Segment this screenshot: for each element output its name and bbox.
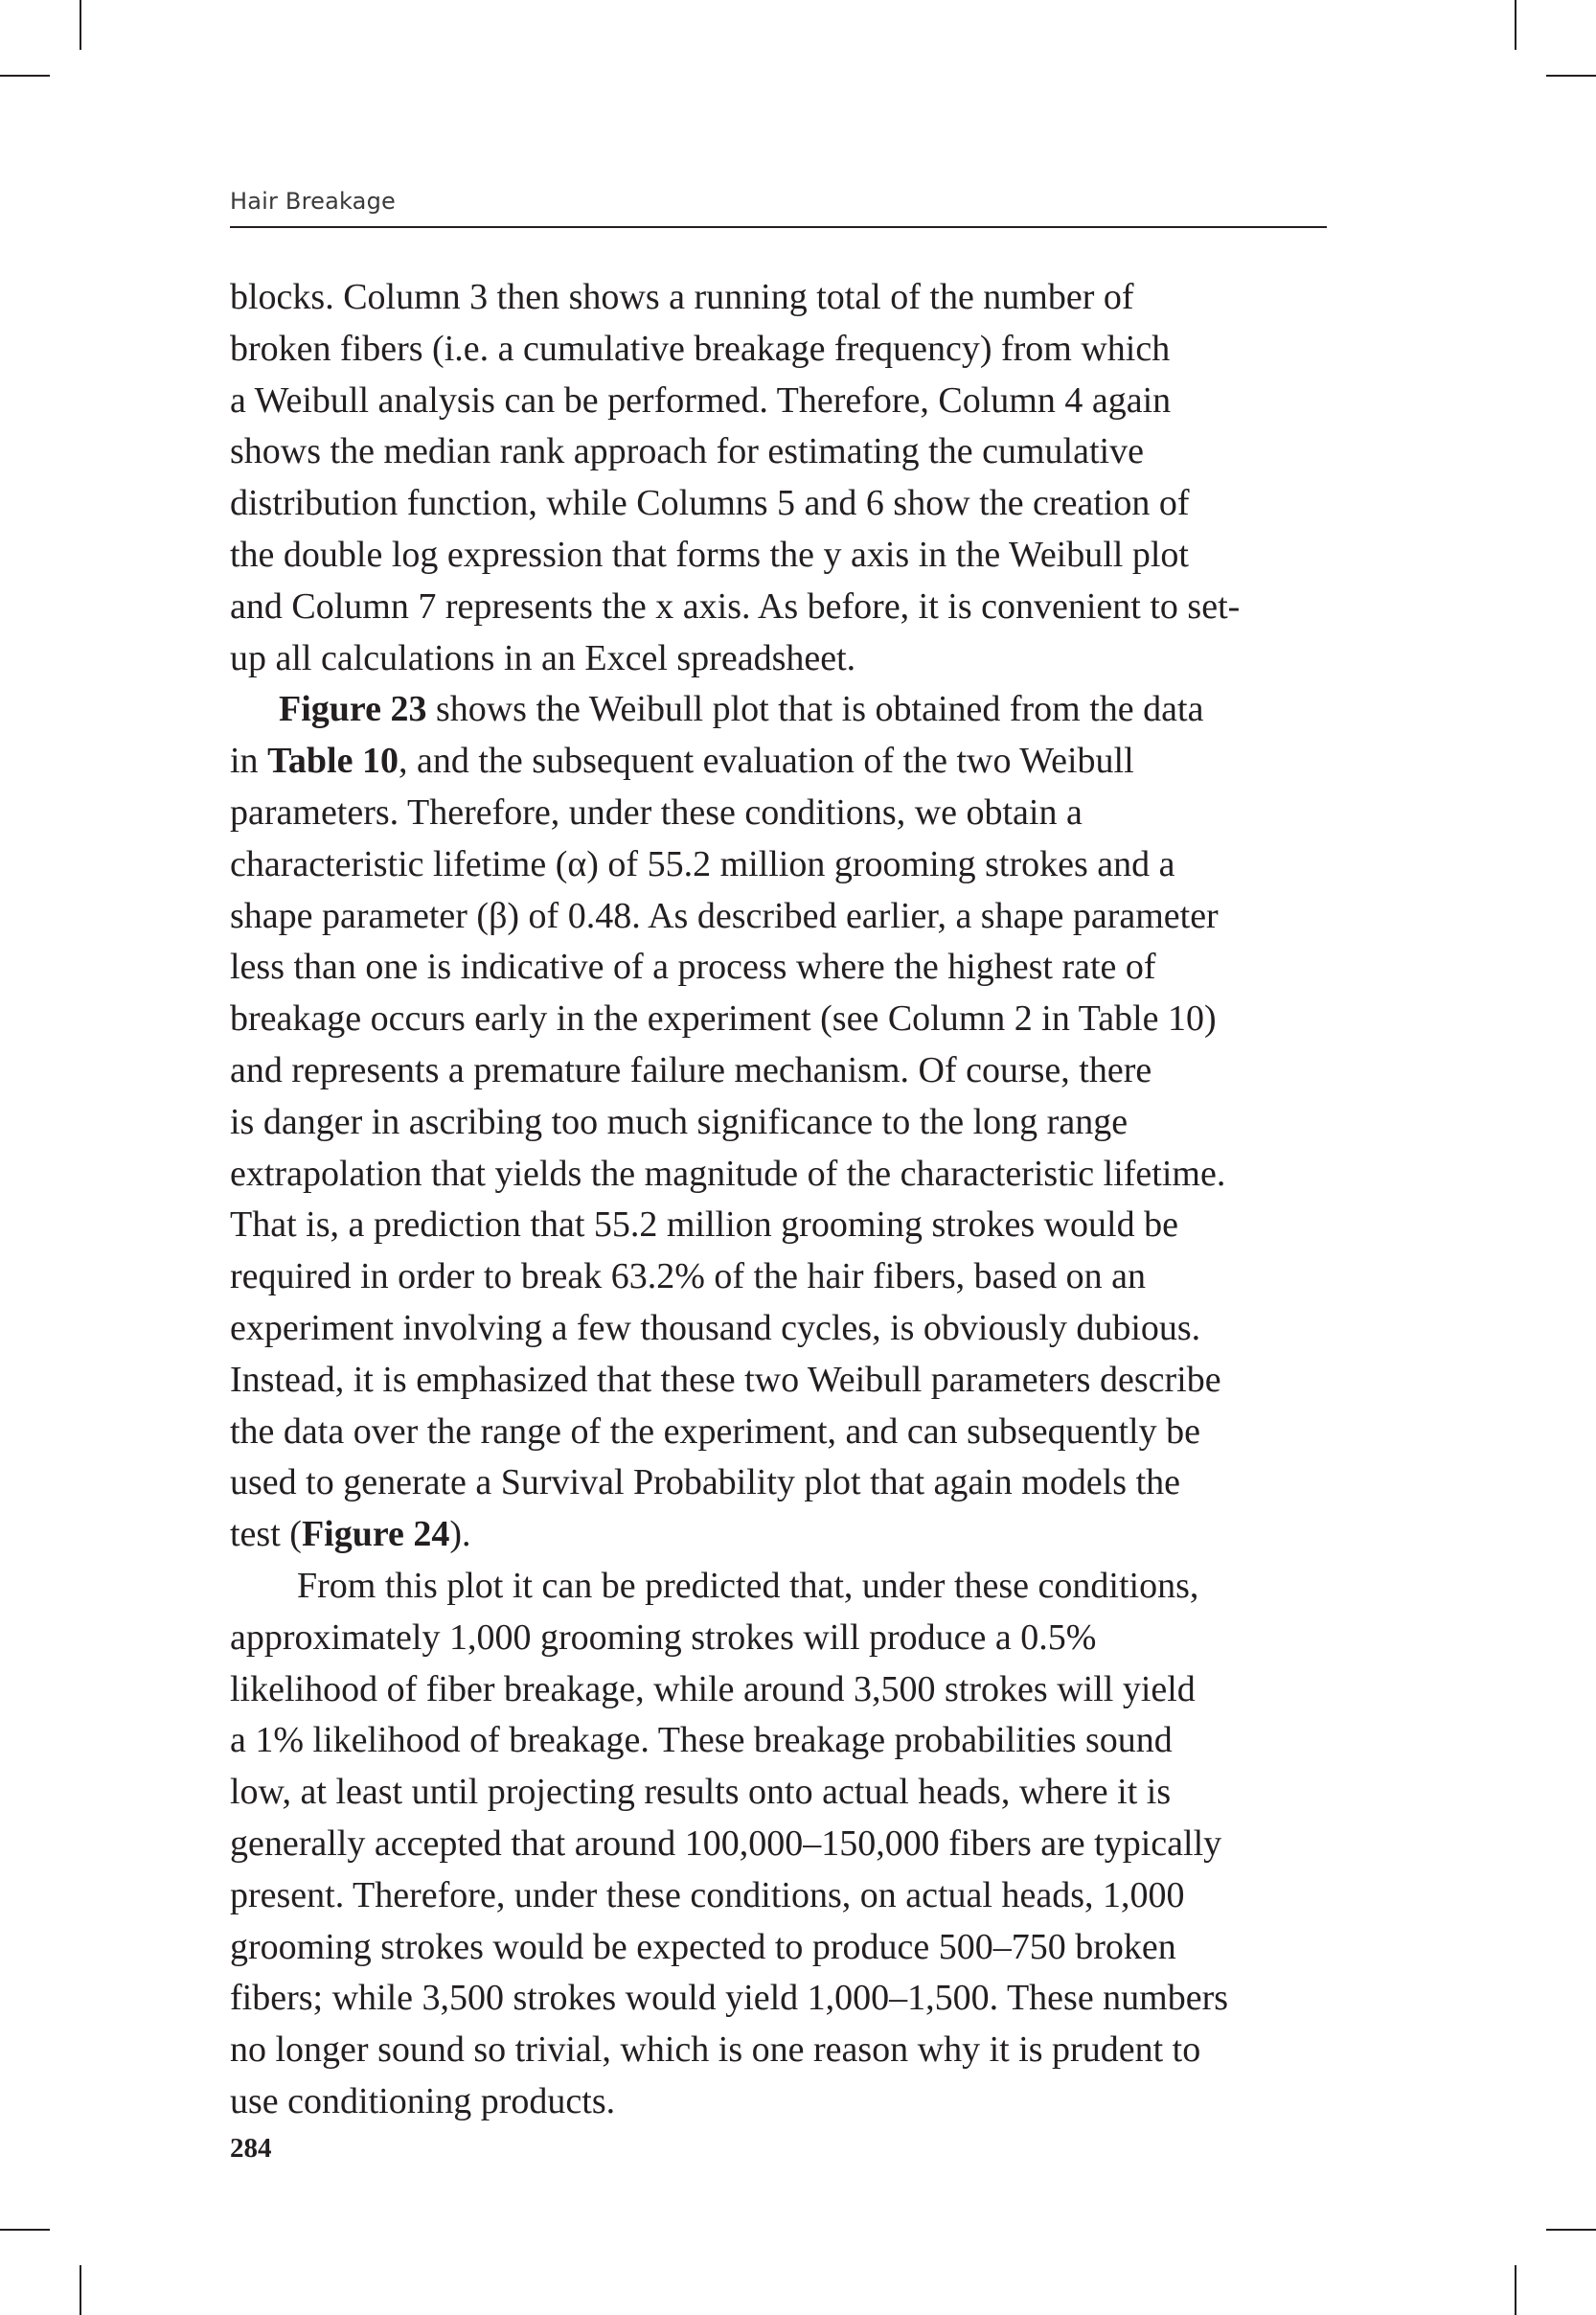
text-line: less than one is indicative of a process where the highest rate of bbox=[230, 947, 1156, 988]
text-line: breakage occurs early in the experiment (see Column 2 in Table 10) bbox=[230, 998, 1217, 1040]
text-line: blocks. Column 3 then shows a running total of the number of bbox=[230, 277, 1134, 317]
text-line: That is, a prediction that 55.2 million grooming strokes would be bbox=[230, 1204, 1178, 1246]
text-line: the double log expression that forms the y axis in the Weibull plot bbox=[230, 534, 1189, 575]
text-line: grooming strokes would be expected to produce 500–750 broken bbox=[230, 1926, 1176, 1967]
text-line: approximately 1,000 grooming strokes will produce a 0.5% bbox=[230, 1616, 1097, 1658]
text-line: Instead, it is emphasized that these two Weibull parameters describe bbox=[230, 1359, 1221, 1400]
paragraph-1 bbox=[230, 272, 1327, 684]
text-run: test ( bbox=[230, 1514, 302, 1555]
text-line bbox=[230, 1509, 1327, 1561]
text-line: distribution function, while Columns 5 and 6 show the creation of bbox=[230, 483, 1190, 524]
text-line: parameters. Therefore, under these conditions, we obtain a bbox=[230, 791, 1083, 833]
crop-mark-top-left-h bbox=[0, 75, 50, 77]
text-line: generally accepted that around 100,000–150,000 fibers are typically bbox=[230, 1822, 1222, 1864]
crop-mark-bottom-right bbox=[1515, 2265, 1516, 2315]
crop-mark-bottom-left-h bbox=[0, 2229, 50, 2231]
text-line: is danger in ascribing too much significance to the long range bbox=[230, 1101, 1129, 1142]
figure-24-ref: Figure 24 bbox=[301, 1514, 450, 1555]
text-line: shows the median rank approach for estimating the cumulative bbox=[230, 431, 1144, 472]
text-line: characteristic lifetime (α) of 55.2 million grooming strokes and a bbox=[230, 843, 1175, 884]
text-line: required in order to break 63.2% of the hair fibers, based on an bbox=[230, 1256, 1146, 1297]
text-line: a 1% likelihood of breakage. These breakage probabilities sound bbox=[230, 1720, 1173, 1761]
crop-mark-top-left bbox=[80, 0, 81, 50]
text-line: present. Therefore, under these conditions, on actual heads, 1,000 bbox=[230, 1874, 1185, 1915]
figure-23-ref: Figure 23 bbox=[279, 689, 427, 730]
text-line: low, at least until projecting results onto actual heads, where it is bbox=[230, 1772, 1172, 1813]
text-line: experiment involving a few thousand cycles, is obviously dubious. bbox=[230, 1307, 1201, 1348]
text-run: ). bbox=[449, 1514, 471, 1555]
paragraph-2 bbox=[230, 684, 1327, 1561]
text-line: and represents a premature failure mechanism. Of course, there bbox=[230, 1049, 1152, 1090]
text-line: shape parameter (β) of 0.48. As described earlier, a shape parameter bbox=[230, 895, 1219, 936]
text-line: no longer sound so trivial, which is one reason why it is prudent to bbox=[230, 2029, 1201, 2071]
paragraph-3 bbox=[230, 1561, 1327, 2128]
text-line: From this plot it can be predicted that, under these conditions, bbox=[297, 1565, 1199, 1606]
running-head: Hair Breakage bbox=[230, 188, 396, 215]
text-line bbox=[230, 736, 1327, 788]
text-line: use conditioning products. bbox=[230, 2080, 616, 2121]
text-line: used to generate a Survival Probability plot that again models the bbox=[230, 1462, 1180, 1503]
text-line: broken fibers (i.e. a cumulative breakage frequency) from which bbox=[230, 328, 1171, 369]
table-10-ref: Table 10 bbox=[267, 741, 399, 782]
crop-mark-top-right-h bbox=[1546, 75, 1596, 77]
text-line: extrapolation that yields the magnitude of the characteristic lifetime. bbox=[230, 1153, 1226, 1194]
text-line: likelihood of fiber breakage, while around 3,500 strokes will yield bbox=[230, 1668, 1196, 1709]
text-line: fibers; while 3,500 strokes would yield 1,000–1,500. These numbers bbox=[230, 1978, 1229, 2019]
header-rule bbox=[230, 226, 1327, 228]
crop-mark-bottom-right-h bbox=[1546, 2229, 1596, 2231]
text-line: the data over the range of the experiment, and can subsequently be bbox=[230, 1410, 1200, 1452]
text-line bbox=[230, 684, 1327, 736]
text-line: a Weibull analysis can be performed. Therefore, Column 4 again bbox=[230, 379, 1172, 421]
text-run: shows the Weibull plot that is obtained from the data bbox=[426, 689, 1204, 730]
crop-mark-bottom-left bbox=[80, 2265, 81, 2315]
page-number: 284 bbox=[230, 2133, 272, 2164]
crop-mark-top-right bbox=[1515, 0, 1516, 50]
text-line: up all calculations in an Excel spreadsheet. bbox=[230, 637, 856, 678]
body-text bbox=[230, 272, 1327, 2128]
text-run: , and the subsequent evaluation of the two Weibull bbox=[398, 741, 1134, 782]
text-run: in bbox=[230, 741, 268, 782]
text-line: and Column 7 represents the x axis. As before, it is convenient to set- bbox=[230, 585, 1241, 627]
